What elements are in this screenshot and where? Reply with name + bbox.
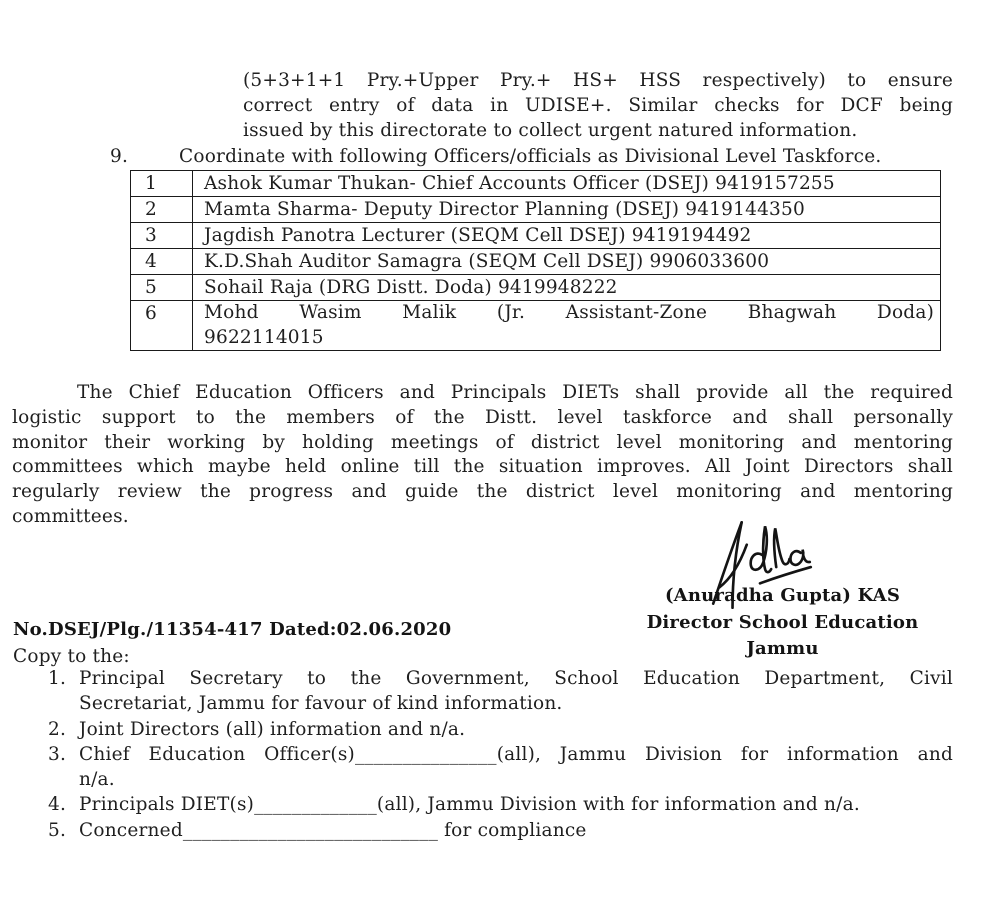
item-line: Concerned___________________________ for compliance — [79, 819, 587, 841]
paragraph-line: committees which maybe held online till the situation improves. All Joint Directors shall — [12, 456, 953, 478]
item-number: 2. — [48, 718, 67, 740]
detail-cell: K.D.Shah Auditor Samagra (SEQM Cell DSEJ) 9906033600 — [193, 249, 941, 275]
copy-list-item — [48, 717, 953, 742]
detail-line: 9622114015 — [204, 326, 324, 348]
numbered-item-9 — [110, 144, 955, 169]
item-number: 5. — [48, 819, 67, 841]
paragraph-line: committees. — [12, 505, 129, 527]
item-line: Joint Directors (all) information and n/a. — [79, 718, 466, 740]
intro-line: issued by this directorate to collect urgent natured information. — [243, 120, 858, 141]
item-number: 3. — [48, 743, 67, 765]
serial-cell: 3 — [131, 223, 193, 249]
intro-paragraph — [243, 68, 953, 143]
detail-cell: Jagdish Panotra Lecturer (SEQM Cell DSEJ) 9419194492 — [193, 223, 941, 249]
serial-cell: 5 — [131, 275, 193, 301]
table-row — [131, 275, 941, 301]
detail-line: Mohd Wasim Malik (Jr. Assistant-Zone Bhagwah Doda) — [204, 302, 934, 323]
serial-cell: 4 — [131, 249, 193, 275]
table-row — [131, 301, 941, 351]
copy-list-item — [48, 792, 953, 817]
signatory-designation: Director School Education — [646, 611, 919, 633]
detail-cell — [193, 301, 941, 351]
detail-cell: Mamta Sharma- Deputy Director Planning (DSEJ) 9419144350 — [193, 197, 941, 223]
signatory-place: Jammu — [746, 638, 819, 659]
item-line: Chief Education Officer(s)_______________(all), Jammu Division for information and — [79, 743, 953, 765]
paragraph-line: logistic support to the members of the Distt. level taskforce and shall personally — [12, 406, 953, 428]
detail-cell: Ashok Kumar Thukan- Chief Accounts Officer (DSEJ) 9419157255 — [193, 171, 941, 197]
copy-list-item — [48, 818, 953, 843]
intro-line: correct entry of data in UDISE+. Similar checks for DCF being — [243, 95, 953, 116]
item-line: Principal Secretary to the Government, School Education Department, Civil — [79, 668, 953, 689]
paragraph-line: The Chief Education Officers and Principals DIETs shall provide all the required — [77, 382, 953, 403]
item-number: 4. — [48, 794, 67, 816]
item-line: Principals DIET(s)_____________(all), Jammu Division with for information and n/a. — [79, 794, 860, 816]
paragraph-line: monitor their working by holding meetings of district level monitoring and mentoring — [12, 431, 953, 453]
body-paragraph — [12, 381, 953, 530]
item-text: Coordinate with following Officers/officials as Divisional Level Taskforce. — [179, 146, 882, 167]
table-row — [131, 197, 941, 223]
item-line: Secretariat, Jammu for favour of kind information. — [79, 693, 563, 715]
reference-number-line: No.DSEJ/Plg./11354-417 Dated:02.06.2020 — [13, 619, 452, 640]
signature-block — [625, 583, 940, 663]
item-number: 9. — [110, 146, 129, 167]
intro-line: (5+3+1+1 Pry.+Upper Pry.+ HS+ HSS respectively) to ensure — [243, 70, 953, 91]
copy-list-item — [48, 666, 953, 717]
serial-cell: 2 — [131, 197, 193, 223]
detail-cell: Sohail Raja (DRG Distt. Doda) 9419948222 — [193, 275, 941, 301]
item-line: n/a. — [79, 769, 115, 791]
copy-list-item — [48, 742, 953, 793]
table-row — [131, 249, 941, 275]
table-row — [131, 171, 941, 197]
item-number: 1. — [48, 668, 67, 689]
signatory-name: (Anuradha Gupta) KAS — [664, 585, 901, 606]
table-row — [131, 223, 941, 249]
copy-to-heading: Copy to the: — [13, 646, 130, 667]
serial-cell: 6 — [131, 301, 193, 351]
serial-cell: 1 — [131, 171, 193, 197]
paragraph-line: regularly review the progress and guide the district level monitoring and mentoring — [12, 481, 953, 503]
copy-to-list — [48, 666, 953, 843]
taskforce-table — [130, 170, 941, 351]
